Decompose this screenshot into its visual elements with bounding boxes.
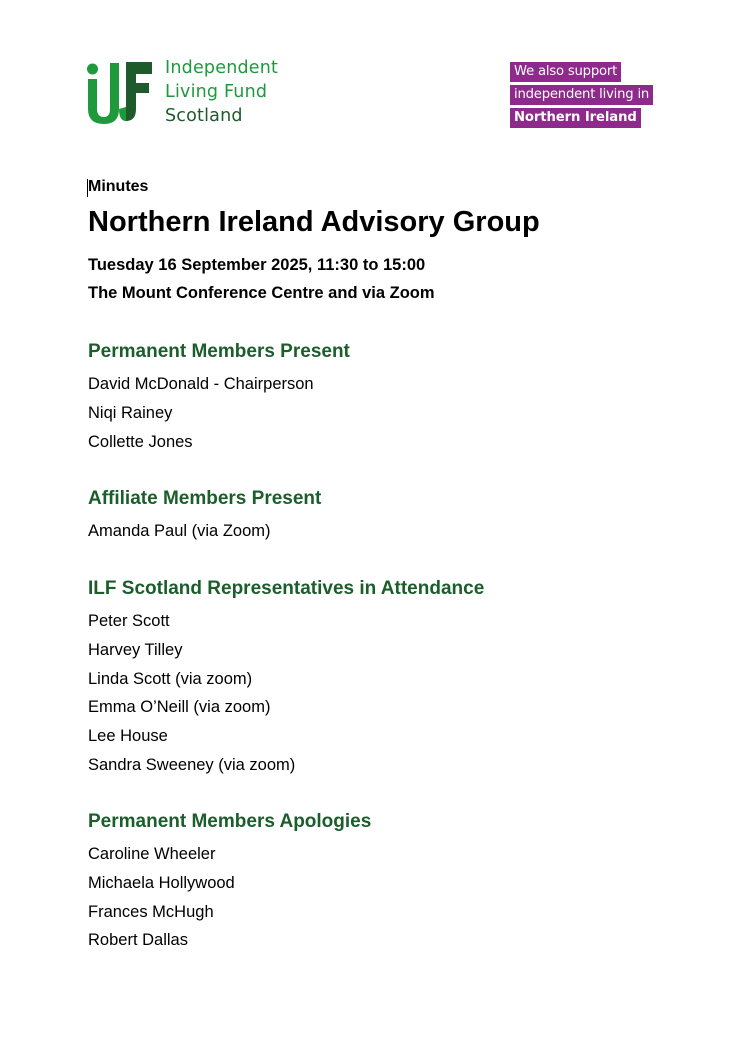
list-item: Linda Scott (via zoom) — [88, 669, 253, 688]
meeting-date-time: Tuesday 16 September 2025, 11:30 to 15:00 — [88, 256, 426, 274]
list-item: Caroline Wheeler — [88, 845, 216, 863]
northern-ireland-support-badge — [510, 62, 653, 131]
list-item: Frances McHugh — [88, 902, 214, 921]
logo-line-1: Independent — [165, 58, 279, 78]
page-title: Northern Ireland Advisory Group — [88, 206, 540, 238]
logo-line-3: Scotland — [165, 106, 243, 126]
section-heading: Affiliate Members Present — [88, 488, 322, 509]
meeting-venue: The Mount Conference Centre and via Zoom — [88, 284, 435, 302]
attendee-list — [88, 517, 321, 546]
list-item: Amanda Paul (via Zoom) — [88, 522, 271, 540]
section-permanent-members-present — [88, 340, 350, 456]
section-heading: Permanent Members Apologies — [88, 811, 372, 832]
ilf-scotland-logo — [86, 57, 301, 127]
logo-wordmark — [165, 56, 278, 128]
list-item: Emma O’Neill (via zoom) — [88, 698, 271, 717]
list-item: Michaela Hollywood — [88, 873, 235, 892]
apologies-list — [88, 840, 371, 955]
badge-line-3: Northern Ireland — [510, 108, 641, 128]
section-heading: ILF Scotland Representatives in Attendance — [88, 578, 485, 599]
list-item: David McDonald - Chairperson — [88, 375, 314, 393]
badge-line-1: We also support — [510, 62, 621, 82]
section-affiliate-members-present — [88, 487, 321, 546]
ilf-logo-mark-icon — [86, 57, 154, 125]
attendee-list — [88, 607, 484, 780]
list-item: Sandra Sweeney (via zoom) — [88, 755, 296, 774]
badge-line-2: independent living in — [510, 85, 653, 105]
section-ilf-representatives — [88, 577, 484, 780]
section-heading: Permanent Members Present — [88, 341, 350, 362]
logo-line-2: Living Fund — [165, 82, 268, 102]
list-item: Collette Jones — [88, 432, 193, 451]
list-item: Harvey Tilley — [88, 640, 183, 659]
document-type-label: Minutes — [88, 178, 149, 195]
attendee-list — [88, 370, 350, 456]
list-item: Niqi Rainey — [88, 403, 173, 422]
list-item: Peter Scott — [88, 612, 170, 630]
list-item: Lee House — [88, 727, 168, 746]
section-permanent-members-apologies — [88, 810, 371, 955]
list-item: Robert Dallas — [88, 931, 188, 950]
